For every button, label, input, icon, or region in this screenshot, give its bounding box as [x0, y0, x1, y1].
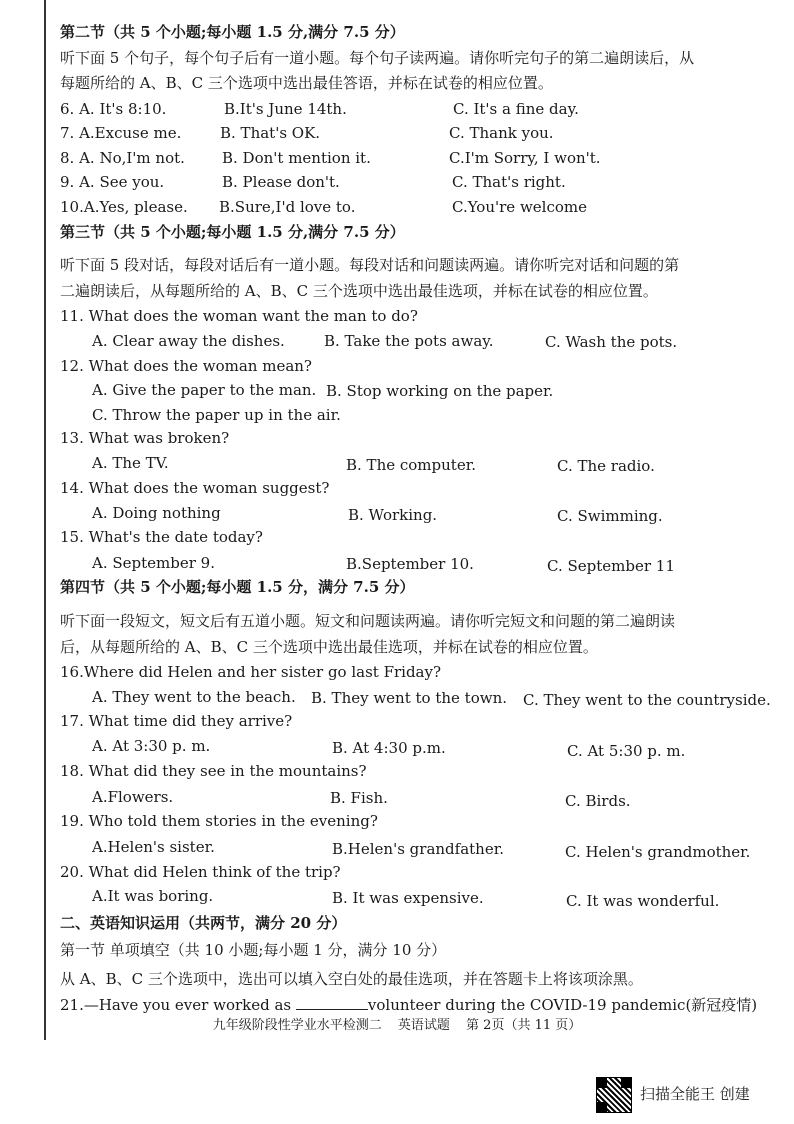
- question-20-option-a: A.It was boring.: [92, 887, 214, 905]
- option-a: 6. A. It's 8:10.: [60, 100, 167, 118]
- question-15-option-c: C. September 11: [547, 557, 675, 575]
- part-2-section-1-heading: 第一节 单项填空（共 10 小题;每小题 1 分，满分 10 分）: [60, 941, 447, 959]
- option-a: 9. A. See you.: [60, 173, 165, 191]
- question-15-stem: 15. What's the date today?: [60, 528, 263, 546]
- part-2-heading: 二、英语知识运用（共两节，满分 20 分）: [60, 914, 347, 932]
- page-footer: [0, 1017, 794, 1035]
- option-c: C.I'm Sorry, I won't.: [449, 149, 601, 167]
- question-15-option-b: B.September 10.: [346, 555, 474, 573]
- question-11-option-a: A. Clear away the dishes.: [92, 332, 285, 350]
- question-15-option-a: A. September 9.: [92, 554, 215, 572]
- question-19-option-a: A.Helen's sister.: [92, 838, 215, 856]
- question-18-option-c: C. Birds.: [565, 792, 631, 810]
- part-2-instruction: 从 A、B、C 三个选项中，选出可以填入空白处的最佳选项，并在答题卡上将该项涂黑。: [60, 970, 643, 988]
- page-number: 第 2页（共 11 页）: [466, 1018, 582, 1033]
- option-c: C.You're welcome: [452, 198, 587, 216]
- question-16-option-a: A. They went to the beach.: [92, 688, 296, 706]
- question-13-option-c: C. The radio.: [557, 457, 655, 475]
- section-4-instruction-line2: 后，从每题所给的 A、B、C 三个选项中选出最佳选项，并标在试卷的相应位置。: [60, 638, 598, 656]
- question-19-stem: 19. Who told them stories in the evening?: [60, 812, 378, 830]
- option-c: C. It's a fine day.: [453, 100, 579, 118]
- question-16-stem: 16.Where did Helen and her sister go last Friday?: [60, 663, 442, 681]
- option-a: 8. A. No,I'm not.: [60, 149, 185, 167]
- question-18-option-b: B. Fish.: [330, 789, 388, 807]
- option-b: B.It's June 14th.: [224, 100, 347, 118]
- question-21-start: 21.—Have you ever worked as: [60, 996, 292, 1014]
- question-21-end: volunteer during the COVID-19 pandemic(新冠疫情): [367, 996, 758, 1014]
- subject-name: 英语试题: [397, 1018, 450, 1033]
- question-13-stem: 13. What was broken?: [60, 429, 230, 447]
- option-c: C. That's right.: [452, 173, 566, 191]
- qr-code-icon: [596, 1077, 632, 1113]
- section-2-heading: 第二节（共 5 个小题;每小题 1.5 分,满分 7.5 分）: [60, 23, 405, 41]
- question-14-stem: 14. What does the woman suggest?: [60, 479, 330, 497]
- answer-blank: [296, 995, 368, 1010]
- question-17-stem: 17. What time did they arrive?: [60, 712, 293, 730]
- question-17-option-b: B. At 4:30 p.m.: [332, 739, 446, 757]
- binding-margin-line: [44, 0, 46, 1040]
- option-b: B.Sure,I'd love to.: [219, 198, 356, 216]
- question-11-stem: 11. What does the woman want the man to do?: [60, 307, 418, 325]
- question-13-option-b: B. The computer.: [346, 456, 476, 474]
- question-12-option-c: C. Throw the paper up in the air.: [92, 406, 341, 424]
- section-2-instruction-line2: 每题所给的 A、B、C 三个选项中选出最佳答语，并标在试卷的相应位置。: [60, 74, 553, 92]
- question-16-option-c: C. They went to the countryside.: [523, 691, 771, 709]
- section-3-heading: 第三节（共 5 个小题;每小题 1.5 分,满分 7.5 分）: [60, 223, 405, 241]
- question-16-option-b: B. They went to the town.: [311, 689, 508, 707]
- option-b: B. Don't mention it.: [222, 149, 371, 167]
- question-20-option-b: B. It was expensive.: [332, 889, 484, 907]
- question-11-option-b: B. Take the pots away.: [324, 332, 494, 350]
- question-18-stem: 18. What did they see in the mountains?: [60, 762, 367, 780]
- question-20-option-c: C. It was wonderful.: [566, 892, 720, 910]
- question-14-option-b: B. Working.: [348, 506, 438, 524]
- question-12-option-a: A. Give the paper to the man.: [92, 381, 317, 399]
- question-11-option-c: C. Wash the pots.: [545, 333, 678, 351]
- question-21: [60, 995, 757, 1015]
- section-4-heading: 第四节（共 5 个小题;每小题 1.5 分，满分 7.5 分）: [60, 578, 415, 596]
- question-18-option-a: A.Flowers.: [92, 788, 174, 806]
- question-12-stem: 12. What does the woman mean?: [60, 357, 312, 375]
- question-19-option-c: C. Helen's grandmother.: [565, 843, 751, 861]
- exam-name: 九年级阶段性学业水平检测二: [212, 1018, 382, 1033]
- section-2-instruction-line1: 听下面 5 个句子，每个句子后有一道小题。每个句子读两遍。请你听完句子的第二遍朗读后，从: [60, 49, 695, 67]
- section-3-instruction-line2: 二遍朗读后，从每题所给的 A、B、C 三个选项中选出最佳选项，并标在试卷的相应位置。: [60, 282, 658, 300]
- question-13-option-a: A. The TV.: [92, 454, 169, 472]
- question-19-option-b: B.Helen's grandfather.: [332, 840, 505, 858]
- question-12-option-b: B. Stop working on the paper.: [326, 382, 554, 400]
- question-17-option-a: A. At 3:30 p. m.: [92, 737, 211, 755]
- question-20-stem: 20. What did Helen think of the trip?: [60, 863, 341, 881]
- option-c: C. Thank you.: [449, 124, 554, 142]
- question-17-option-c: C. At 5:30 p. m.: [567, 742, 686, 760]
- option-a: 10.A.Yes, please.: [60, 198, 188, 216]
- option-a: 7. A.Excuse me.: [60, 124, 182, 142]
- section-3-instruction-line1: 听下面 5 段对话，每段对话后有一道小题。每段对话和问题读两遍。请你听完对话和问题的第: [60, 256, 680, 274]
- option-b: B. That's OK.: [220, 124, 321, 142]
- option-b: B. Please don't.: [222, 173, 340, 191]
- question-14-option-a: A. Doing nothing: [92, 504, 221, 522]
- question-14-option-c: C. Swimming.: [557, 507, 663, 525]
- section-4-instruction-line1: 听下面一段短文，短文后有五道小题。短文和问题读两遍。请你听完短文和问题的第二遍朗读: [60, 612, 676, 630]
- scanner-watermark: 扫描全能王 创建: [640, 1085, 750, 1103]
